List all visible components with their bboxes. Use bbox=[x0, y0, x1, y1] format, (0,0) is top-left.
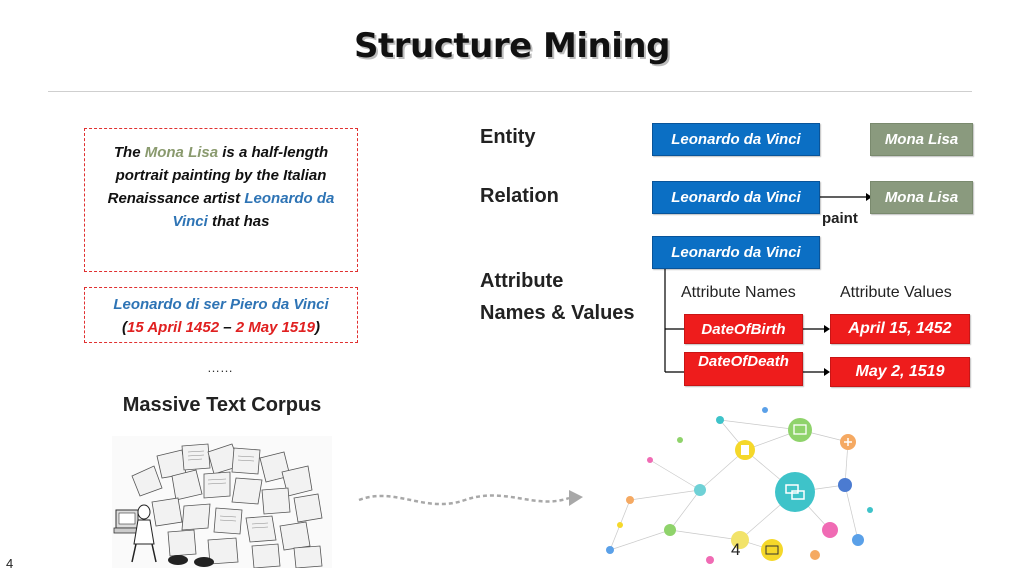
attribute-value-death: May 2, 1519 bbox=[830, 357, 970, 387]
corpus-label: Massive Text Corpus bbox=[122, 394, 322, 416]
ellipsis: …… bbox=[207, 360, 233, 375]
dates-dash: – bbox=[219, 319, 236, 336]
page-number: 4 bbox=[6, 556, 14, 571]
dates-open: ( bbox=[122, 319, 128, 336]
entity-chip-leonardo: Leonardo da Vinci bbox=[652, 123, 820, 156]
entity-row-label: Entity bbox=[480, 126, 536, 148]
paper-pile-illustration bbox=[112, 436, 332, 568]
life-dates bbox=[91, 316, 351, 339]
relation-row-label: Relation bbox=[480, 185, 559, 207]
attribute-label-line1: Attribute bbox=[480, 270, 564, 292]
attribute-entity-chip: Leonardo da Vinci bbox=[652, 236, 820, 269]
death-date: 2 May 1519 bbox=[235, 319, 315, 336]
title-divider bbox=[48, 91, 972, 92]
page-number-overlay: 4 bbox=[731, 540, 741, 559]
entity-chip-mona-lisa: Mona Lisa bbox=[870, 123, 973, 156]
attribute-names-header: Attribute Names bbox=[681, 284, 796, 301]
relation-chip-leonardo: Leonardo da Vinci bbox=[652, 181, 820, 214]
attribute-row-label bbox=[480, 265, 635, 329]
corpus-name-box bbox=[84, 287, 358, 343]
birth-date: 15 April 1452 bbox=[127, 319, 220, 336]
attribute-name-dod: DateOfDeath bbox=[684, 352, 803, 386]
quote-text-3: that has bbox=[207, 213, 270, 230]
dates-close: ) bbox=[314, 319, 320, 336]
transform-arrow bbox=[355, 480, 585, 520]
quote-text-1: The bbox=[113, 144, 145, 161]
quote-text-2: is a half-length portrait painting by the Italian Renaissance artist bbox=[107, 144, 329, 207]
attribute-name-dob: DateOfBirth bbox=[684, 314, 803, 344]
attribute-values-header: Attribute Values bbox=[840, 284, 952, 301]
corpus-quote-box bbox=[84, 128, 358, 272]
attribute-value-birth: April 15, 1452 bbox=[830, 314, 970, 344]
attribute-label-line2: Names & Values bbox=[480, 302, 635, 324]
slide-title: Structure Mining bbox=[354, 26, 670, 66]
quote-mona-lisa: Mona Lisa bbox=[144, 144, 219, 161]
relation-edge-label: paint bbox=[822, 210, 858, 227]
quote-leonardo: Leonardo da Vinci bbox=[172, 190, 335, 230]
relation-chip-mona-lisa: Mona Lisa bbox=[870, 181, 973, 214]
full-name: Leonardo di ser Piero da Vinci bbox=[113, 296, 329, 313]
